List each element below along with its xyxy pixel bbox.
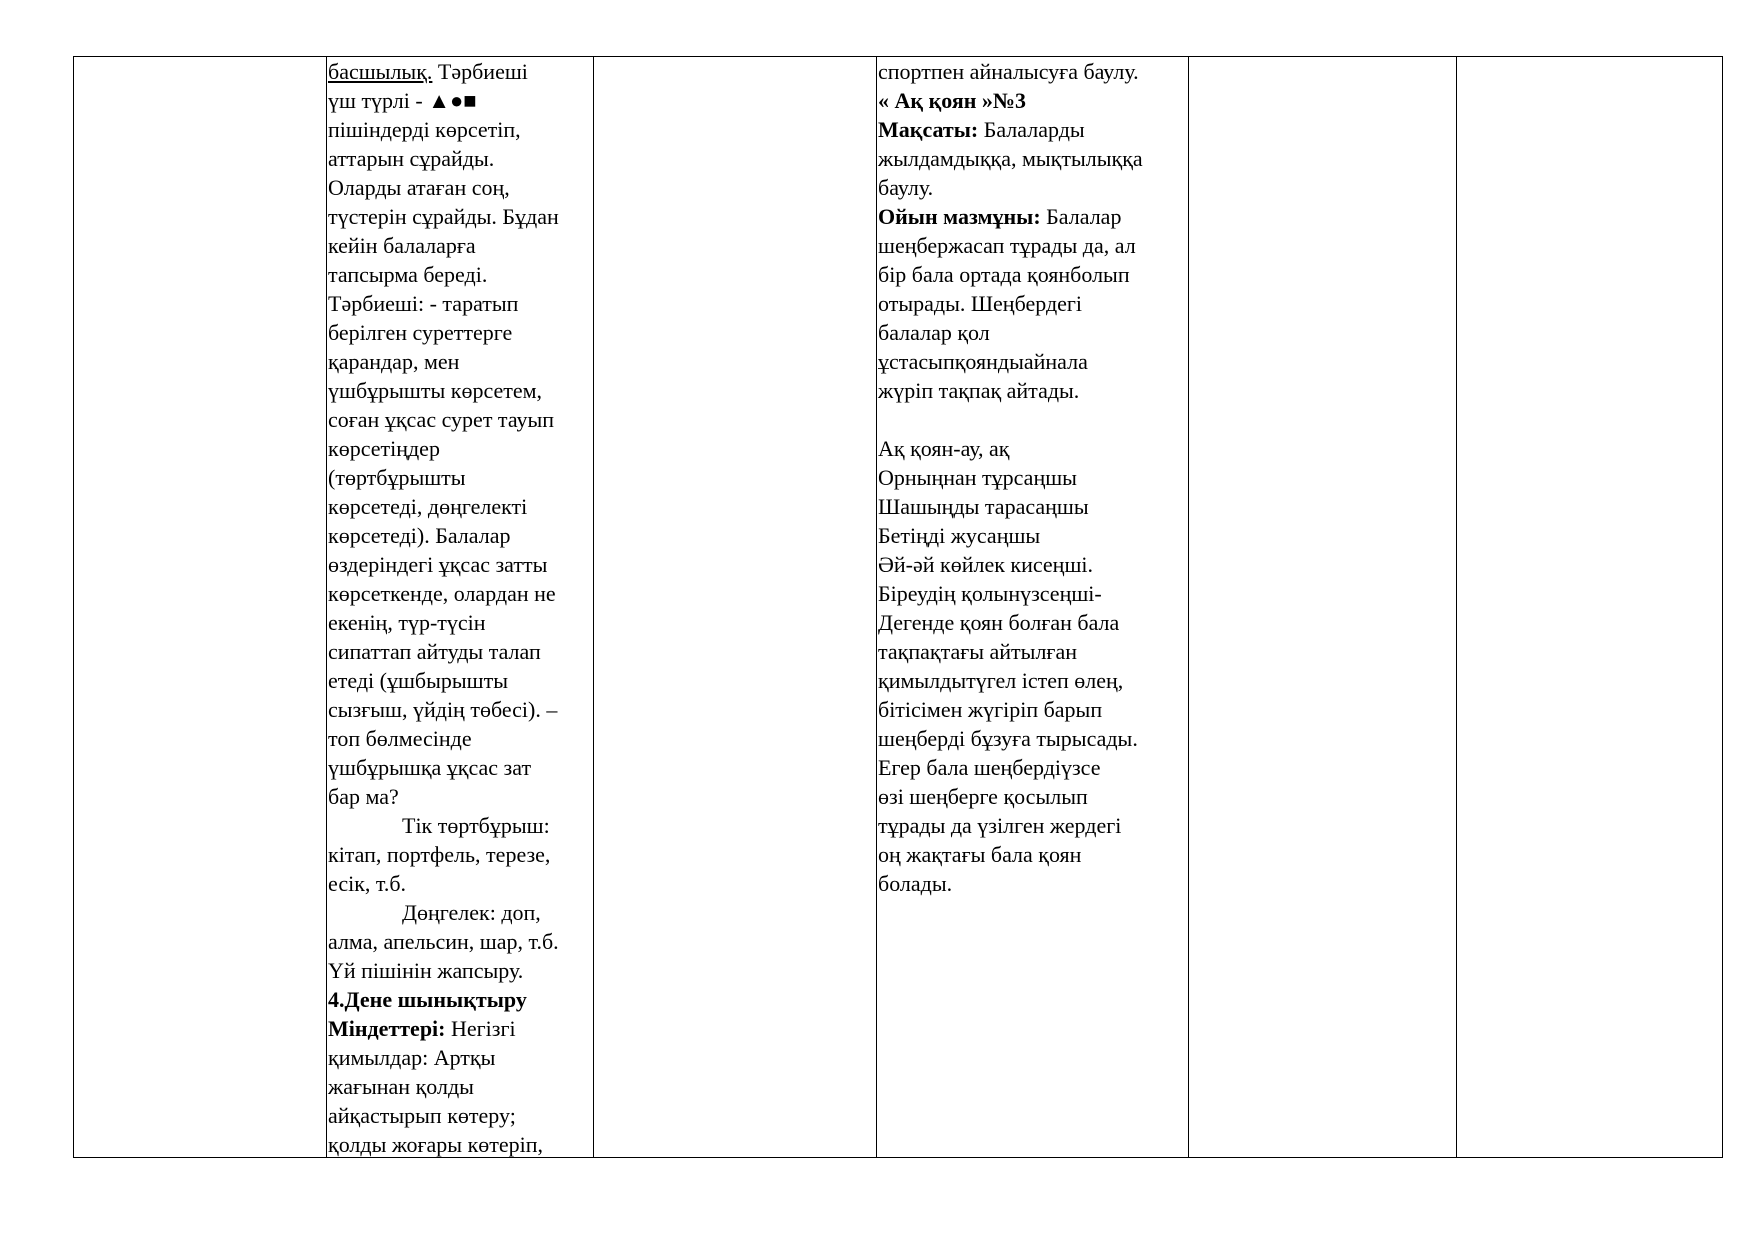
poem-line: Орныңнан тұрсаңшы — [878, 465, 1077, 490]
word: қоян — [959, 610, 1003, 635]
text-line: тапсырма береді. — [328, 262, 488, 287]
word: өлең, — [1074, 668, 1124, 693]
text-line: қолды жоғары көтеріп, — [328, 1132, 544, 1157]
text-line: (төртбұрышты — [328, 465, 466, 490]
text-line: балалар қол — [878, 320, 990, 345]
text-line: көрсеткенде, олардан не — [328, 581, 556, 606]
text-line: баулу. — [878, 175, 934, 200]
text-line: отырады. Шеңбердегі — [878, 291, 1083, 316]
text-line: қимылдар: Артқы — [328, 1045, 496, 1070]
justified-line — [878, 724, 1190, 753]
column-divider — [876, 57, 877, 1157]
word: тұрады — [1009, 233, 1078, 258]
text-line: өзі шеңберге қосылып — [878, 784, 1088, 809]
text-line — [328, 86, 591, 115]
section-heading: 4.Дене шынықтыру — [328, 987, 527, 1012]
text-line: берілген суреттерге — [328, 320, 513, 345]
text-line: пішіндерді көрсетіп, — [328, 117, 521, 142]
text-line: Дөңгелек: доп, — [402, 900, 541, 925]
text-line: кейін балаларға — [328, 233, 476, 258]
text-line: есік, т.б. — [328, 871, 407, 896]
text-line: сызғыш, үйдің төбесі). – — [328, 697, 558, 722]
text-line: тақпақтағы айтылған — [878, 639, 1077, 664]
text-line: соған ұқсас сурет тауып — [328, 407, 555, 432]
text-span: үш түрлі - — [328, 88, 429, 113]
text-line: айқастырып көтеру; — [328, 1103, 516, 1128]
poem-line: Әй-әй көйлек кисеңші. — [878, 552, 1094, 577]
word: шеңберді — [878, 726, 966, 751]
text-line: болады. — [878, 871, 953, 896]
text-line: топ бөлмесінде — [328, 726, 472, 751]
text-line: үшбұрышты көрсетем, — [328, 378, 543, 403]
game-cell — [878, 57, 1186, 898]
text-line: үшбұрышқа ұқсас зат — [328, 755, 532, 780]
text-line: тұрады да үзілген жердегі — [878, 813, 1122, 838]
text-line: спортпен айналысуға баулу. — [878, 59, 1139, 84]
text-line: бар ма? — [328, 784, 399, 809]
text-line: көрсетіңдер — [328, 436, 440, 461]
text-line: қарандар, мен — [328, 349, 460, 374]
text-line: кітап, портфель, терезе, — [328, 842, 551, 867]
text-line — [878, 115, 1186, 144]
justified-line — [878, 608, 1170, 637]
text-span: Балалар — [1040, 204, 1122, 229]
poem-line: Біреудің қолынүзсеңші- — [878, 581, 1102, 606]
text-line: ұстасыпқояндыайнала — [878, 349, 1088, 374]
poem-line: Шашыңды тарасаңшы — [878, 494, 1089, 519]
text-line: бітісімен жүгіріп барып — [878, 697, 1103, 722]
word: ал — [1114, 233, 1136, 258]
text-line: көрсетеді). Балалар — [328, 523, 511, 548]
justified-line — [878, 666, 1170, 695]
word: да, — [1082, 233, 1110, 258]
column-divider — [326, 57, 327, 1157]
text-line: Егер бала шеңбердіүзсе — [878, 755, 1101, 780]
word: шеңбержасап — [878, 233, 1005, 258]
word: істеп — [1021, 668, 1069, 693]
activity-cell — [328, 57, 591, 1159]
text-line: сипаттап айтуды талап — [328, 639, 541, 664]
underlined-text: басшылық. — [328, 59, 433, 84]
text-line: көрсетеді, дөңгелекті — [328, 494, 528, 519]
text-line: алма, апельсин, шар, т.б. — [328, 929, 559, 954]
poem-line: Бетіңді жусаңшы — [878, 523, 1041, 548]
document-table — [73, 56, 1723, 1158]
text-line: түстерін сұрайды. Бұдан — [328, 204, 559, 229]
text-line: Тік төртбұрыш: — [402, 813, 550, 838]
word: Дегенде — [878, 610, 955, 635]
word: қимылдытүгел — [878, 668, 1017, 693]
text-line — [878, 202, 1186, 231]
column-divider — [1188, 57, 1189, 1157]
text-span: Негізгі — [445, 1016, 516, 1041]
blank-line — [878, 405, 1186, 434]
poem-line: Ақ қоян-ау, ақ — [878, 436, 1010, 461]
word: бала — [1077, 610, 1120, 635]
word: бұзуға — [970, 726, 1031, 751]
text-span: Тәрбиеші — [432, 59, 528, 84]
text-line: жағынан қолды — [328, 1074, 474, 1099]
column-divider — [593, 57, 594, 1157]
text-line — [328, 57, 591, 86]
text-line: Оларды атаған соң, — [328, 175, 510, 200]
text-line: оң жақтағы бала қоян — [878, 842, 1082, 867]
bold-label: Ойын мазмұны: — [878, 204, 1041, 229]
text-line: етеді (ұшбырышты — [328, 668, 509, 693]
text-line — [328, 1014, 591, 1043]
text-line: екенің, түр-түсін — [328, 610, 486, 635]
text-span: Балаларды — [978, 117, 1085, 142]
justified-line — [878, 231, 1190, 260]
text-line: өздеріндегі ұқсас затты — [328, 552, 548, 577]
text-line: Тәрбиеші: - таратып — [328, 291, 519, 316]
text-line: жылдамдыққа, мықтылыққа — [878, 146, 1143, 171]
word: болған — [1008, 610, 1072, 635]
column-divider — [1456, 57, 1457, 1157]
bold-label: Мақсаты: — [878, 117, 979, 142]
text-line: жүріп тақпақ айтады. — [878, 378, 1080, 403]
shape-symbols: ▲●■ — [428, 88, 477, 113]
text-line: Үй пішінін жапсыру. — [328, 958, 524, 983]
text-line: бір бала ортада қоянболып — [878, 262, 1130, 287]
word: тырысады. — [1036, 726, 1138, 751]
text-line: аттарын сұрайды. — [328, 146, 495, 171]
game-title: « Ақ қоян »№3 — [878, 88, 1027, 113]
bold-label: Міндеттері: — [328, 1016, 446, 1041]
